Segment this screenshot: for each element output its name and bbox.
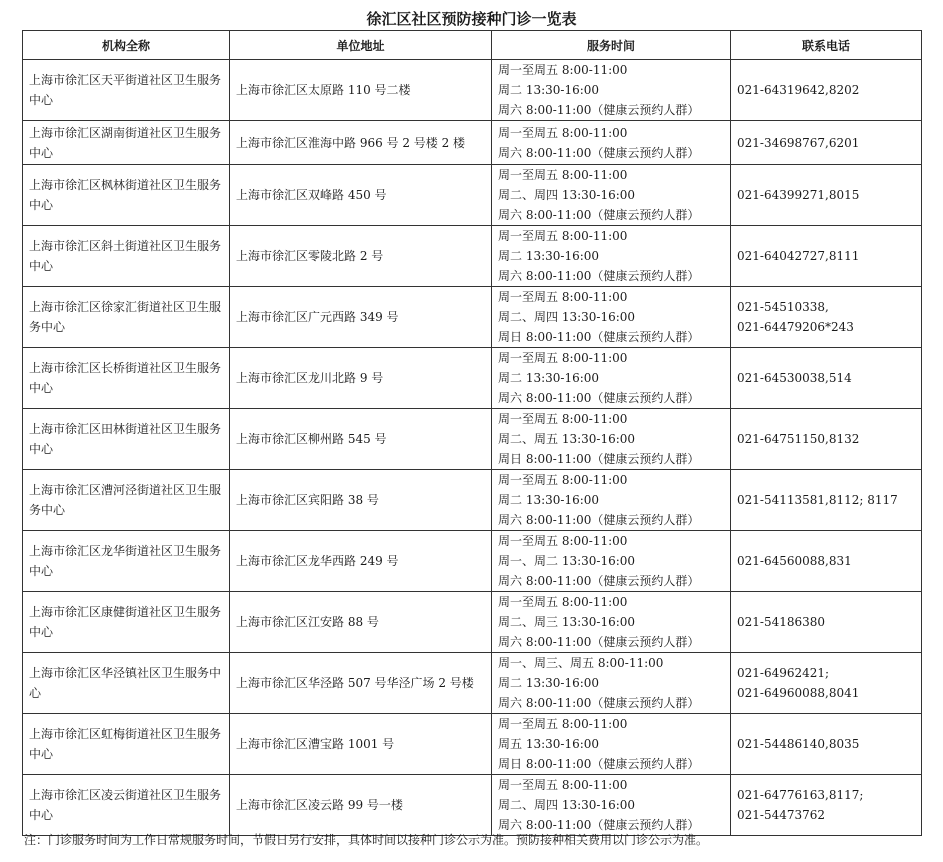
service-hours-line: 周日 8:00-11:00（健康云预约人群） bbox=[498, 452, 700, 466]
header-hours: 服务时间 bbox=[492, 31, 731, 60]
contact-phone-line: 021-64479206*243 bbox=[737, 320, 854, 334]
service-hours-line: 周六 8:00-11:00（健康云预约人群） bbox=[498, 513, 700, 527]
clinic-name: 上海市徐汇区湖南街道社区卫生服务中心 bbox=[23, 121, 230, 165]
footnote: 注：门诊服务时间为工作日常规服务时间，节假日另行安排，具体时间以接种门诊公示为准。预防接种相关费用以门诊公示为准。 bbox=[24, 833, 709, 847]
service-hours bbox=[492, 121, 731, 165]
service-hours bbox=[492, 348, 731, 409]
service-hours-line: 周六 8:00-11:00（健康云预约人群） bbox=[498, 103, 700, 117]
clinic-name: 上海市徐汇区徐家汇街道社区卫生服务中心 bbox=[23, 287, 230, 348]
contact-phone: 021-54186380 bbox=[731, 592, 922, 653]
clinic-address: 上海市徐汇区太原路 110 号二楼 bbox=[230, 60, 492, 121]
table-row bbox=[23, 287, 922, 348]
service-hours-line: 周六 8:00-11:00（健康云预约人群） bbox=[498, 635, 700, 649]
contact-phone: 021-54113581,8112; 8117 bbox=[731, 470, 922, 531]
clinic-table bbox=[22, 30, 922, 836]
clinic-address: 上海市徐汇区柳州路 545 号 bbox=[230, 409, 492, 470]
service-hours-line: 周一至周五 8:00-11:00 bbox=[498, 168, 628, 182]
contact-phone-line: 021-54510338, bbox=[737, 300, 829, 314]
service-hours-line: 周二、周三 13:30-16:00 bbox=[498, 615, 636, 629]
service-hours-line: 周六 8:00-11:00（健康云预约人群） bbox=[498, 696, 700, 710]
clinic-name: 上海市徐汇区龙华街道社区卫生服务中心 bbox=[23, 531, 230, 592]
service-hours-line: 周日 8:00-11:00（健康云预约人群） bbox=[498, 757, 700, 771]
service-hours-line: 周一至周五 8:00-11:00 bbox=[498, 229, 628, 243]
table-row bbox=[23, 409, 922, 470]
clinic-name: 上海市徐汇区天平街道社区卫生服务中心 bbox=[23, 60, 230, 121]
table-row bbox=[23, 714, 922, 775]
table-row bbox=[23, 470, 922, 531]
service-hours-line: 周二、周五 13:30-16:00 bbox=[498, 432, 636, 446]
service-hours-line: 周二 13:30-16:00 bbox=[498, 249, 600, 263]
service-hours-line: 周一至周五 8:00-11:00 bbox=[498, 778, 628, 792]
table-row bbox=[23, 60, 922, 121]
service-hours-line: 周六 8:00-11:00（健康云预约人群） bbox=[498, 574, 700, 588]
table-row bbox=[23, 165, 922, 226]
table-row bbox=[23, 348, 922, 409]
clinic-name: 上海市徐汇区漕河泾街道社区卫生服务中心 bbox=[23, 470, 230, 531]
service-hours-line: 周六 8:00-11:00（健康云预约人群） bbox=[498, 391, 700, 405]
service-hours bbox=[492, 653, 731, 714]
service-hours-line: 周一至周五 8:00-11:00 bbox=[498, 717, 628, 731]
clinic-address: 上海市徐汇区凌云路 99 号一楼 bbox=[230, 775, 492, 836]
header-address: 单位地址 bbox=[230, 31, 492, 60]
contact-phone: 021-64530038,514 bbox=[731, 348, 922, 409]
service-hours bbox=[492, 714, 731, 775]
clinic-address: 上海市徐汇区漕宝路 1001 号 bbox=[230, 714, 492, 775]
service-hours-line: 周一至周五 8:00-11:00 bbox=[498, 534, 628, 548]
service-hours bbox=[492, 60, 731, 121]
contact-phone-line: 021-64960088,8041 bbox=[737, 686, 860, 700]
table-body bbox=[23, 60, 922, 836]
table-row bbox=[23, 531, 922, 592]
clinic-address: 上海市徐汇区宾阳路 38 号 bbox=[230, 470, 492, 531]
service-hours-line: 周一、周三、周五 8:00-11:00 bbox=[498, 656, 664, 670]
service-hours-line: 周一、周二 13:30-16:00 bbox=[498, 554, 636, 568]
service-hours-line: 周二 13:30-16:00 bbox=[498, 371, 600, 385]
clinic-address: 上海市徐汇区龙华西路 249 号 bbox=[230, 531, 492, 592]
contact-phone-line: 021-64776163,8117; bbox=[737, 788, 864, 802]
table-row bbox=[23, 121, 922, 165]
service-hours bbox=[492, 287, 731, 348]
contact-phone bbox=[731, 287, 922, 348]
service-hours bbox=[492, 226, 731, 287]
service-hours-line: 周二 13:30-16:00 bbox=[498, 83, 600, 97]
service-hours bbox=[492, 470, 731, 531]
contact-phone: 021-54486140,8035 bbox=[731, 714, 922, 775]
service-hours-line: 周六 8:00-11:00（健康云预约人群） bbox=[498, 269, 700, 283]
clinic-address: 上海市徐汇区龙川北路 9 号 bbox=[230, 348, 492, 409]
service-hours-line: 周一至周五 8:00-11:00 bbox=[498, 595, 628, 609]
service-hours-line: 周一至周五 8:00-11:00 bbox=[498, 473, 628, 487]
service-hours bbox=[492, 409, 731, 470]
clinic-name: 上海市徐汇区康健街道社区卫生服务中心 bbox=[23, 592, 230, 653]
service-hours-line: 周一至周五 8:00-11:00 bbox=[498, 63, 628, 77]
service-hours bbox=[492, 592, 731, 653]
service-hours-line: 周六 8:00-11:00（健康云预约人群） bbox=[498, 145, 700, 160]
clinic-address: 上海市徐汇区零陵北路 2 号 bbox=[230, 226, 492, 287]
service-hours bbox=[492, 531, 731, 592]
service-hours-line: 周二、周四 13:30-16:00 bbox=[498, 188, 636, 202]
clinic-name: 上海市徐汇区田林街道社区卫生服务中心 bbox=[23, 409, 230, 470]
service-hours-line: 周一至周五 8:00-11:00 bbox=[498, 412, 628, 426]
table-row bbox=[23, 592, 922, 653]
clinic-name: 上海市徐汇区凌云街道社区卫生服务中心 bbox=[23, 775, 230, 836]
service-hours-line: 周一至周五 8:00-11:00 bbox=[498, 351, 628, 365]
header-name: 机构全称 bbox=[23, 31, 230, 60]
clinic-address: 上海市徐汇区双峰路 450 号 bbox=[230, 165, 492, 226]
page-title: 徐汇区社区预防接种门诊一览表 bbox=[366, 10, 577, 28]
clinic-address: 上海市徐汇区江安路 88 号 bbox=[230, 592, 492, 653]
service-hours-line: 周二 13:30-16:00 bbox=[498, 676, 600, 690]
contact-phone: 021-64751150,8132 bbox=[731, 409, 922, 470]
contact-phone: 021-64560088,831 bbox=[731, 531, 922, 592]
contact-phone: 021-34698767,6201 bbox=[731, 121, 922, 165]
contact-phone: 021-64319642,8202 bbox=[731, 60, 922, 121]
service-hours-line: 周六 8:00-11:00（健康云预约人群） bbox=[498, 818, 700, 832]
service-hours-line: 周六 8:00-11:00（健康云预约人群） bbox=[498, 208, 700, 222]
clinic-name: 上海市徐汇区长桥街道社区卫生服务中心 bbox=[23, 348, 230, 409]
clinic-address: 上海市徐汇区淮海中路 966 号 2 号楼 2 楼 bbox=[230, 121, 492, 165]
contact-phone bbox=[731, 653, 922, 714]
contact-phone bbox=[731, 775, 922, 836]
clinic-name: 上海市徐汇区斜土街道社区卫生服务中心 bbox=[23, 226, 230, 287]
service-hours-line: 周二、周四 13:30-16:00 bbox=[498, 798, 636, 812]
service-hours bbox=[492, 775, 731, 836]
clinic-name: 上海市徐汇区虹梅街道社区卫生服务中心 bbox=[23, 714, 230, 775]
contact-phone-line: 021-54473762 bbox=[737, 808, 826, 822]
table-header-row bbox=[23, 31, 922, 60]
contact-phone-line: 021-64962421; bbox=[737, 666, 830, 680]
clinic-address: 上海市徐汇区华泾路 507 号华泾广场 2 号楼 bbox=[230, 653, 492, 714]
table-row bbox=[23, 226, 922, 287]
service-hours-line: 周五 13:30-16:00 bbox=[498, 737, 600, 751]
service-hours-line: 周日 8:00-11:00（健康云预约人群） bbox=[498, 330, 700, 344]
header-phone: 联系电话 bbox=[731, 31, 922, 60]
clinic-name: 上海市徐汇区华泾镇社区卫生服务中心 bbox=[23, 653, 230, 714]
service-hours-line: 周二 13:30-16:00 bbox=[498, 493, 600, 507]
clinic-address: 上海市徐汇区广元西路 349 号 bbox=[230, 287, 492, 348]
clinic-name: 上海市徐汇区枫林街道社区卫生服务中心 bbox=[23, 165, 230, 226]
service-hours-line: 周一至周五 8:00-11:00 bbox=[498, 125, 628, 140]
service-hours-line: 周一至周五 8:00-11:00 bbox=[498, 290, 628, 304]
contact-phone: 021-64042727,8111 bbox=[731, 226, 922, 287]
table-row bbox=[23, 653, 922, 714]
service-hours bbox=[492, 165, 731, 226]
service-hours-line: 周二、周四 13:30-16:00 bbox=[498, 310, 636, 324]
table-row bbox=[23, 775, 922, 836]
contact-phone: 021-64399271,8015 bbox=[731, 165, 922, 226]
